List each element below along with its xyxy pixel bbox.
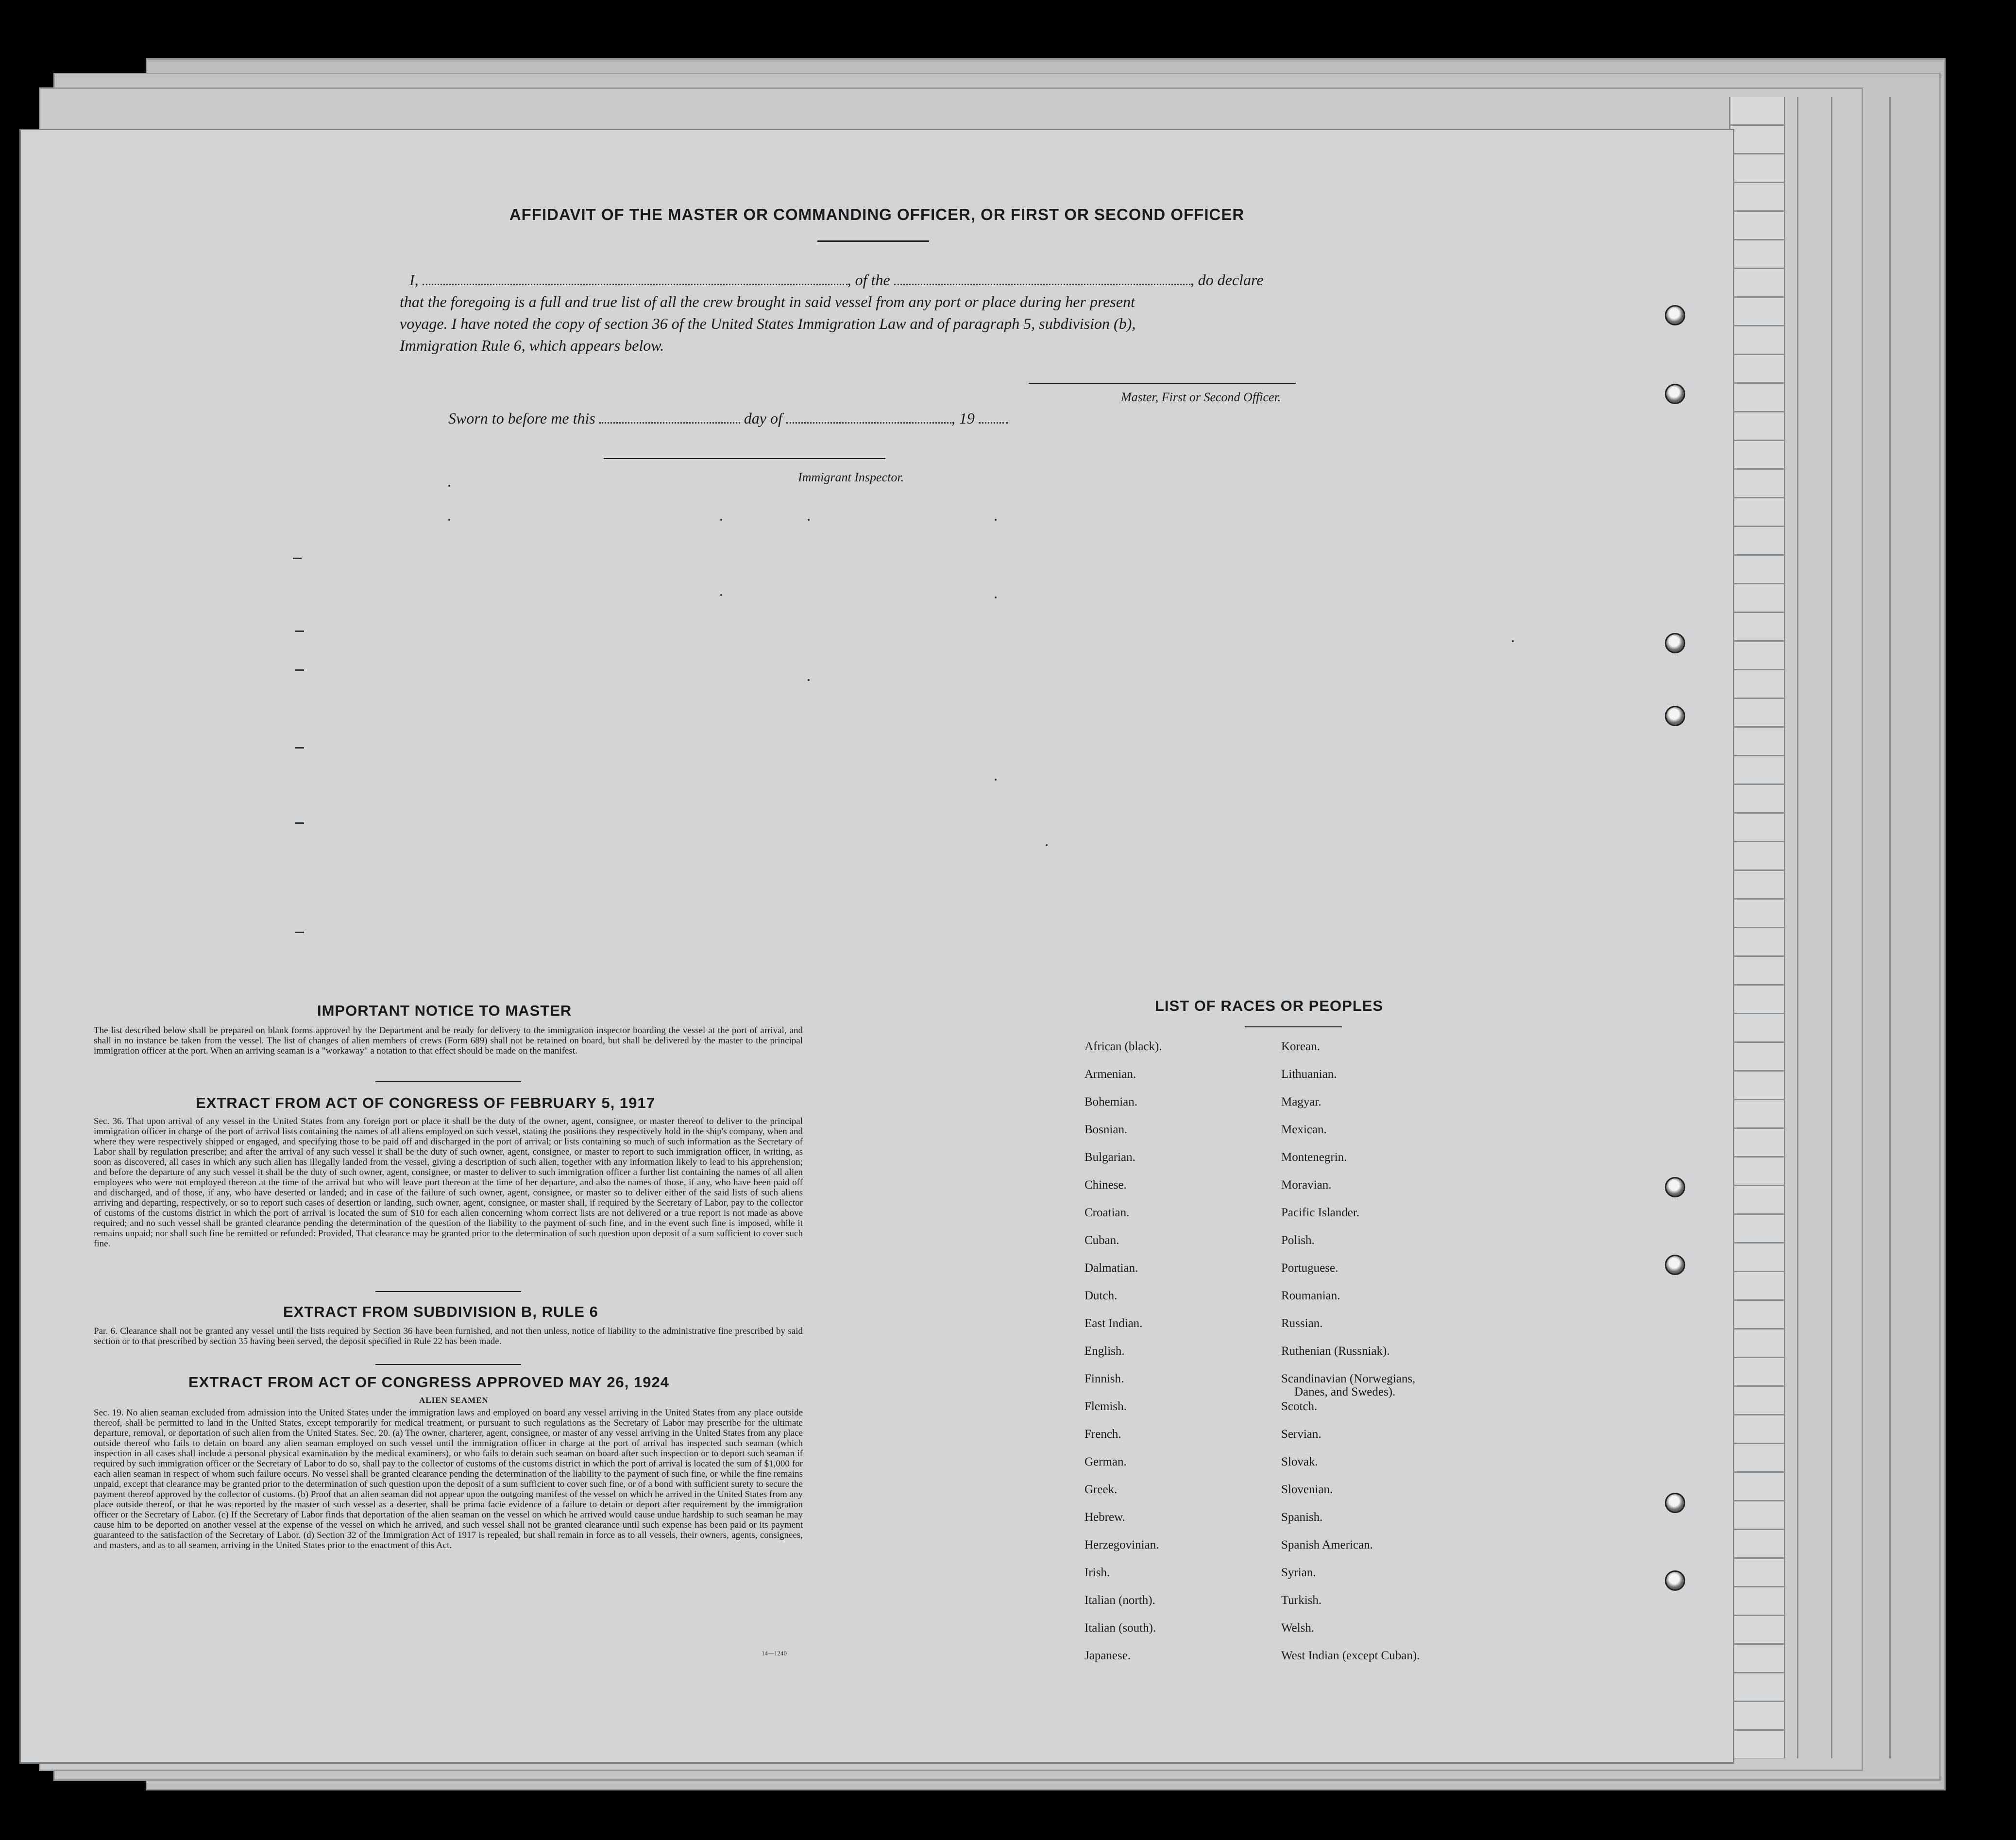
dot-mark: [995, 519, 997, 521]
inspector-label: Immigrant Inspector.: [798, 470, 904, 484]
race-item: Japanese.: [1084, 1649, 1131, 1662]
race-item: Croatian.: [1084, 1206, 1130, 1219]
race-item: Dutch.: [1084, 1289, 1118, 1302]
dot-mark: [808, 519, 810, 521]
extract-rule6-title: EXTRACT FROM SUBDIVISION B, RULE 6: [283, 1303, 598, 1320]
race-item: Flemish.: [1084, 1400, 1127, 1413]
race-item: Italian (north).: [1084, 1594, 1155, 1607]
binder-hole: [1665, 633, 1685, 653]
binder-hole: [1665, 384, 1685, 404]
dot-mark: [995, 779, 997, 781]
race-item: Scotch.: [1281, 1400, 1318, 1413]
affidavit-declare: , do declare: [1190, 271, 1264, 289]
binder-hole: [1665, 305, 1685, 325]
race-item: Herzegovinian.: [1084, 1538, 1159, 1551]
notice-title: IMPORTANT NOTICE TO MASTER: [317, 1002, 572, 1019]
race-item: Roumanian.: [1281, 1289, 1340, 1302]
race-item: Moravian.: [1281, 1178, 1332, 1192]
affidavit-of-the: , of the: [847, 271, 890, 289]
race-item: Ruthenian (Russniak).: [1281, 1345, 1390, 1358]
race-item: Russian.: [1281, 1317, 1323, 1330]
notice-text: The list described below shall be prepared on blank forms approved by the Department and be ready for delivery to the immigration inspector boarding the vessel at the port of arrival, and shall in no instance be taken from the vessel. The list of changes of alien members of crews (Form 689) shall not be retained on board, but shall be delivered by the master to the principal immigration officer at the port. When an arriving seaman is a "workaway" a notation to that effect should be made on the manifest.: [94, 1025, 803, 1056]
vessel-blank: [894, 274, 1190, 285]
extract-1924-text: Sec. 19. No alien seaman excluded from admission into the United States under the immigration laws and employed on board any vessel arriving in the United States from any place outside thereof, shall be permitted to land in the United States, except temporarily for medical treatment, or pursuant to such regulations as the Secretary of Labor may prescribe for the ultimate departure, removal, or deportation of such alien from the United States. Sec. 20. (a) The owner, charterer, agent, consignee, or master of any vessel arriving in the United States from any place outside thereof who fails to detain on board any alien seaman employed on such vessel until the immigration officer in charge at the port of arrival has inspected such seaman (which inspection in all cases shall include a personal physical examination by the medical examiners), or who fails to detain such seaman on board after such inspection or to deport such seaman if required by such immigration officer or the Secretary of Labor to do so, shall pay to the collector of customs of the customs district in which the port of arrival is located the sum of $1,000 for each alien seaman in respect of whom such failure occurs. No vessel shall be granted clearance pending the determination of the liability to the payment of such fine, or while the fine remains unpaid, except that clearance may be granted prior to the determination of such question upon the deposit of a sum sufficient to cover such fine, or of a bond with sufficient surety to secure the payment thereof approved by the collector of customs. (b) Proof that an alien seaman did not appear upon the outgoing manifest of the vessel on which he arrived in the United States from any place outside thereof, or that he was reported by the master of such vessel as a deserter, shall be prima facie evidence of a failure to detain or deport after requirement by the immigration officer or the Secretary of Labor. (c) If the Secretary of Labor finds that deportation of the alien seaman on the vessel on which he arrived would cause undue hardship to such seaman he may cause him to be deported on another vessel at the expense of the vessel on which he arrived, and such vessel shall not be granted clearance until such expense has been paid or its payment guaranteed to the satisfaction of the Secretary of Labor. (d) Section 32 of the Immigration Act of 1917 is repealed, but shall remain in force as to all vessels, their owners, agents, consignees, and masters, and as to all seamen, arriving in the United States prior to the enactment of this Act.: [94, 1408, 803, 1550]
inspector-signature-line: [604, 458, 885, 459]
dash-mark: [295, 669, 304, 671]
race-item: Scandinavian (Norwegians,: [1281, 1372, 1416, 1385]
race-item: Mexican.: [1281, 1123, 1327, 1136]
sworn-day-label: day of: [744, 409, 782, 427]
race-item: Armenian.: [1084, 1068, 1136, 1081]
race-item: East Indian.: [1084, 1317, 1143, 1330]
affidavit-line-1: [409, 271, 1263, 289]
race-item: Lithuanian.: [1281, 1068, 1337, 1081]
race-item: Polish.: [1281, 1234, 1315, 1247]
race-item: Portuguese.: [1281, 1261, 1338, 1275]
binder-hole: [1665, 1570, 1685, 1591]
dash-mark: [295, 747, 304, 749]
sheet-edge-line: [1797, 97, 1798, 1758]
title-rule: [817, 240, 929, 242]
binder-hole: [1665, 1493, 1685, 1513]
sworn-line: [448, 409, 1008, 427]
dot-mark: [720, 519, 722, 521]
document-page: [19, 129, 1734, 1764]
name-blank: [423, 274, 847, 285]
sworn-year-label: , 19: [951, 409, 975, 427]
dash-mark: [295, 932, 304, 933]
alien-seamen-heading: ALIEN SEAMEN: [419, 1396, 489, 1405]
sworn-month-blank: [786, 412, 951, 424]
sheet-edge-line: [1889, 97, 1891, 1758]
dot-mark: [448, 485, 450, 487]
sworn-prefix: Sworn to before me this: [448, 409, 595, 427]
affidavit-line-2: that the foregoing is a full and true list of all the crew brought in said vessel from any port or place during her present: [400, 293, 1135, 310]
master-signature-line: [1029, 383, 1296, 384]
dot-mark: [1046, 844, 1048, 846]
race-item: Bulgarian.: [1084, 1151, 1135, 1164]
dot-mark: [1512, 640, 1514, 642]
race-item: Hebrew.: [1084, 1511, 1125, 1524]
race-item: Italian (south).: [1084, 1621, 1156, 1635]
form-number: 14—1240: [762, 1650, 787, 1657]
races-title: LIST OF RACES OR PEOPLES: [1155, 997, 1384, 1014]
races-rule: [1245, 1026, 1342, 1027]
extract-1917-text: Sec. 36. That upon arrival of any vessel in the United States from any foreign port or place it shall be the duty of the owner, agent, consignee, or master thereof to deliver to the principal immigration officer in charge of the port of arrival lists containing the names of all aliens employed on such vessel, stating the positions they respectively hold in the ship's company, when and where they were respectively shipped or engaged, and specifying those to be paid off and discharged in the port of arrival; or lists containing so much of such information as the Secretary of Labor shall by regulation prescribe; and after the arrival of any such vessel it shall be the duty of such owner, agent, consignee, or master to report to such immigration officer, in writing, as soon as discovered, all cases in which any such alien has illegally landed from the vessel, giving a description of such alien, together with any information likely to lead to his apprehension; and before the departure of any such vessel it shall be the duty of such owner, agent, consignee, or master to deliver to such immigration officer a further list containing the names of all alien employees who were not employed thereon at the time of the arrival but who will leave port thereon at the time of her departure, and also the names of those, if any, who have been paid off and discharged, and of those, if any, who have deserted or landed; and in case of the failure of such owner, agent, consignee, or master so to deliver either of the said lists of such aliens arriving and departing, respectively, or so to report such cases of desertion or landing, such owner, agent, consignee, or master shall, if required by the Secretary of Labor, pay to the collector of customs of the customs district in which the port of arrival is located the sum of $10 for each alien concerning whom correct lists are not delivered or a true report is not made as above required; and no such vessel shall be granted clearance pending the determination of the question of the liability to the payment of such fine, and in the event such fine is imposed, while it remains unpaid; nor shall such fine be remitted or refunded: Provided, That clearance may be granted prior to the determination of such question upon deposit of a sum sufficient to cover such fine.: [94, 1116, 803, 1249]
race-item: Slovak.: [1281, 1455, 1318, 1468]
sworn-day-blank: [599, 412, 740, 424]
race-item: Spanish American.: [1281, 1538, 1373, 1551]
section-rule: [375, 1364, 521, 1365]
section-rule: [375, 1081, 521, 1082]
race-item: Irish.: [1084, 1566, 1110, 1579]
affidavit-i: I,: [409, 271, 419, 289]
sheet-edge-line: [1831, 97, 1832, 1758]
race-item: Welsh.: [1281, 1621, 1315, 1635]
race-item: Magyar.: [1281, 1095, 1321, 1108]
dash-mark: [293, 558, 302, 559]
binder-hole: [1665, 1177, 1685, 1197]
master-label: Master, First or Second Officer.: [1121, 390, 1281, 404]
race-item: Turkish.: [1281, 1594, 1322, 1607]
race-item: French.: [1084, 1428, 1121, 1441]
race-item: Pacific Islander.: [1281, 1206, 1360, 1219]
binder-hole: [1665, 706, 1685, 726]
dash-mark: [295, 630, 304, 632]
race-item: Servian.: [1281, 1428, 1321, 1441]
race-item: Bosnian.: [1084, 1123, 1128, 1136]
dash-mark: [295, 822, 304, 824]
affidavit-line-4: Immigration Rule 6, which appears below.: [400, 337, 664, 354]
dot-mark: [808, 679, 810, 681]
race-item: African (black).: [1084, 1040, 1162, 1053]
dot-mark: [448, 519, 450, 521]
race-item: Syrian.: [1281, 1566, 1316, 1579]
race-item: Spanish.: [1281, 1511, 1323, 1524]
race-item: Montenegrin.: [1281, 1151, 1347, 1164]
race-item: Korean.: [1281, 1040, 1320, 1053]
dot-mark: [995, 596, 997, 598]
race-item: Bohemian.: [1084, 1095, 1138, 1108]
race-item: German.: [1084, 1455, 1127, 1468]
extract-1917-title: EXTRACT FROM ACT OF CONGRESS OF FEBRUARY 5, 1917: [196, 1094, 655, 1111]
race-item: Cuban.: [1084, 1234, 1119, 1247]
extract-rule6-text: Par. 6. Clearance shall not be granted any vessel until the lists required by Section 36 have been furnished, and not then unless, notice of liability to the administrative fine prescribed by said section or to that prescribed by section 35 having been served, the deposit specified in Rule 22 has been made.: [94, 1326, 803, 1346]
sworn-year-blank: [979, 412, 1008, 424]
race-item: Slovenian.: [1281, 1483, 1333, 1496]
binder-hole: [1665, 1255, 1685, 1275]
race-item: English.: [1084, 1345, 1125, 1358]
extract-1924-title: EXTRACT FROM ACT OF CONGRESS APPROVED MAY 26, 1924: [188, 1374, 669, 1391]
race-item: West Indian (except Cuban).: [1281, 1649, 1420, 1662]
dot-mark: [720, 594, 722, 596]
race-item: Greek.: [1084, 1483, 1118, 1496]
ruled-edge-strip: [1729, 97, 1785, 1758]
section-rule: [375, 1291, 521, 1292]
race-item: Dalmatian.: [1084, 1261, 1138, 1275]
race-item: Finnish.: [1084, 1372, 1124, 1385]
race-item: Chinese.: [1084, 1178, 1127, 1192]
affidavit-title: AFFIDAVIT OF THE MASTER OR COMMANDING OFFICER, OR FIRST OR SECOND OFFICER: [509, 205, 1245, 223]
race-item-continuation: Danes, and Swedes).: [1294, 1385, 1396, 1398]
affidavit-line-3: voyage. I have noted the copy of section 36 of the United States Immigration Law and of paragraph 5, subdivision (b),: [400, 315, 1136, 332]
